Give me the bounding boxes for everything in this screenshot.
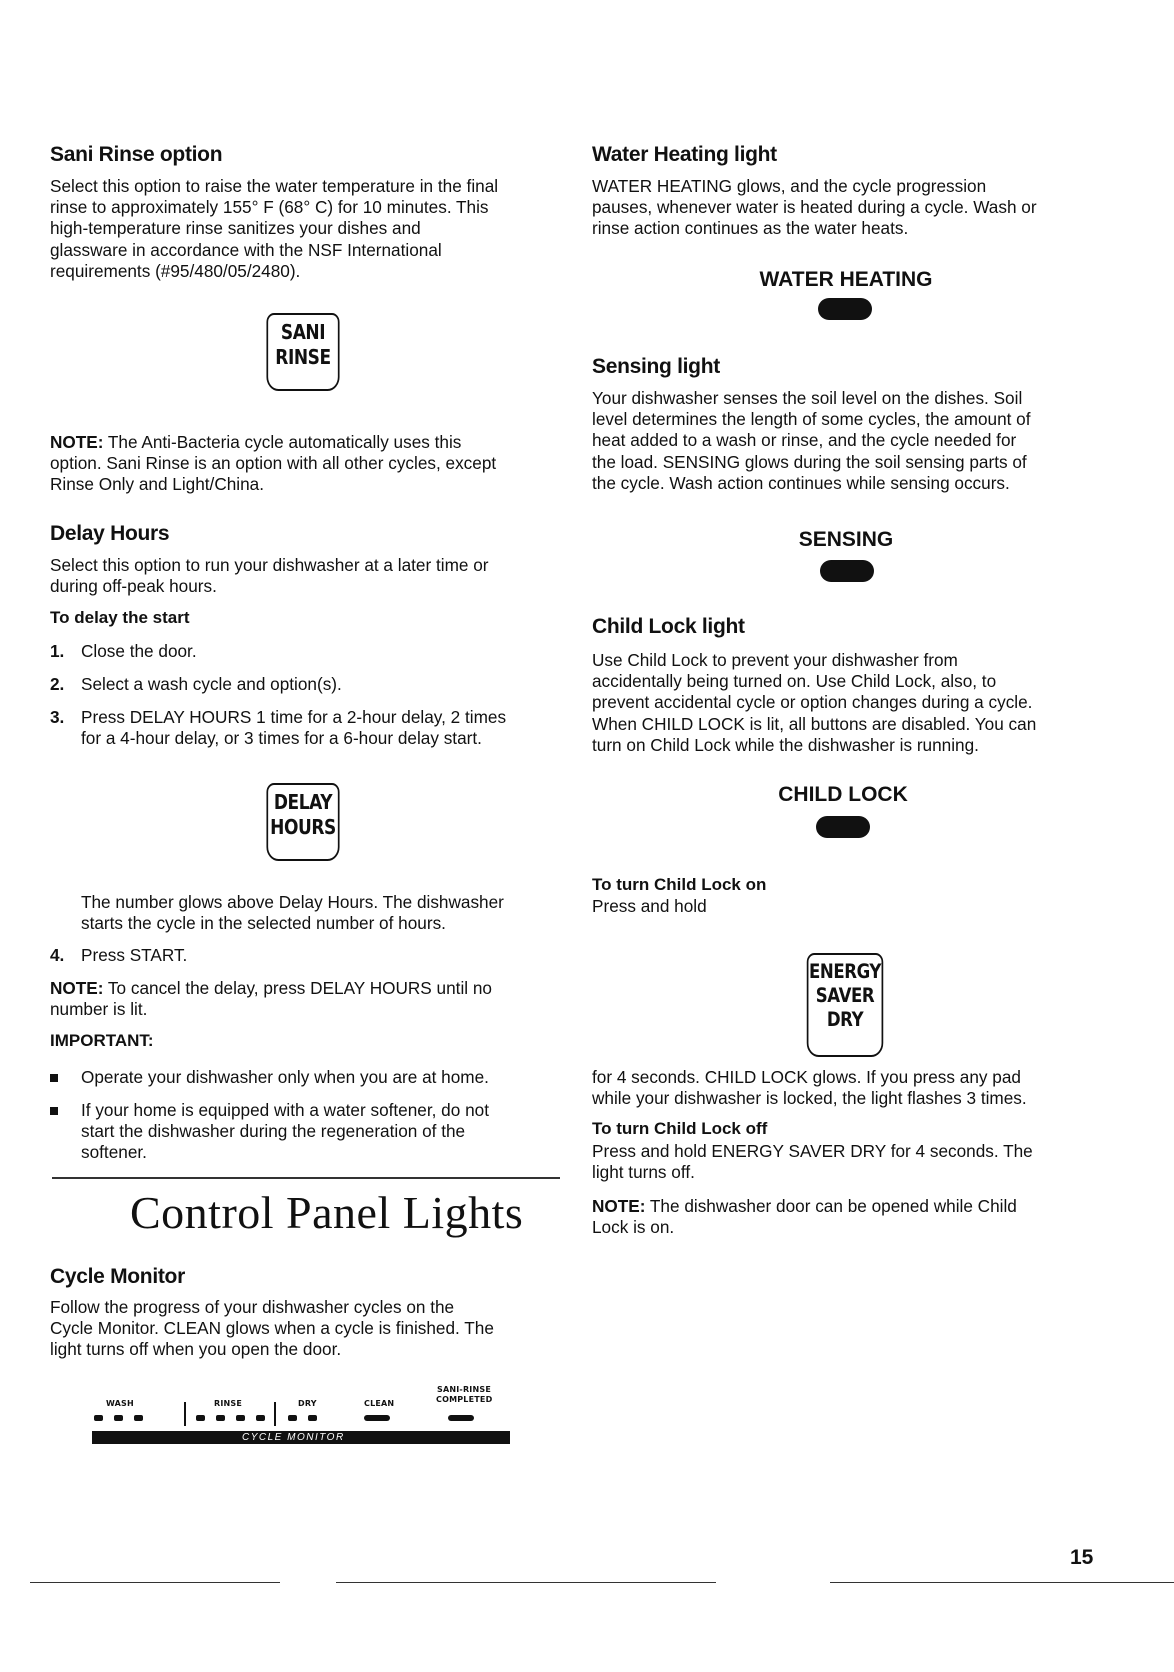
bullet-item xyxy=(50,1067,560,1089)
note-label: NOTE: xyxy=(50,978,104,998)
pad-label: DRY xyxy=(826,1008,864,1031)
text-line: number is lit. xyxy=(50,999,148,1020)
text-line: for 4 seconds. CHILD LOCK glows. If you press any pad xyxy=(592,1067,1021,1087)
text-line: WATER HEATING glows, and the cycle progression xyxy=(592,176,987,196)
completed-label: COMPLETED xyxy=(436,1395,493,1404)
cycle-monitor-bar: CYCLE MONITOR xyxy=(92,1431,510,1444)
dry-light xyxy=(308,1415,317,1421)
wash-label: WASH xyxy=(106,1399,134,1408)
child-lock-body xyxy=(592,650,1112,756)
clean-label: CLEAN xyxy=(364,1399,395,1408)
delay-start-subheading: To delay the start xyxy=(50,608,190,627)
sani-rinse-label: SANI-RINSE xyxy=(437,1385,492,1394)
text-line: Follow the progress of your dishwasher cycles on the xyxy=(50,1297,455,1317)
bullet-item xyxy=(50,1100,560,1166)
text-line: high-temperature rinse sanitizes your dishes and xyxy=(50,218,421,239)
text-line: rinse action continues as the water heats. xyxy=(592,218,909,239)
sani-rinse-completed-light xyxy=(448,1415,474,1421)
pad-label: RINSE xyxy=(275,345,331,369)
step-text: Select a wash cycle and option(s). xyxy=(81,674,342,694)
sani-rinse-pad xyxy=(266,313,339,391)
text-line: during off-peak hours. xyxy=(50,576,217,597)
bullet-text xyxy=(81,1100,561,1163)
bullet-icon xyxy=(50,1107,58,1115)
text-line: light turns off when you open the door. xyxy=(50,1339,342,1360)
child-lock-lamp-icon xyxy=(816,816,870,838)
delay-hours-heading: Delay Hours xyxy=(50,522,170,545)
wash-light xyxy=(114,1415,123,1421)
pad-label: DELAY xyxy=(273,790,333,814)
delay-hours-note xyxy=(50,978,570,1020)
delay-hours-body xyxy=(50,555,570,597)
text-line: Lock is on. xyxy=(592,1217,675,1238)
text-line: for a 4-hour delay, or 3 times for a 6-hour delay start. xyxy=(81,728,482,748)
energy-saver-dry-pad xyxy=(807,953,884,1057)
delay-hours-pad xyxy=(266,783,339,861)
sensing-lamp-icon xyxy=(820,560,874,582)
child-lock-on-text: Press and hold xyxy=(592,896,707,916)
child-lock-after-pad xyxy=(592,1067,1112,1109)
sensing-lamp-label: SENSING xyxy=(798,528,894,551)
step-item xyxy=(50,945,560,967)
rinse-light xyxy=(196,1415,205,1421)
note-label: NOTE: xyxy=(592,1196,646,1216)
text-line: rinse to approximately 155° F (68° C) for 10 minutes. This xyxy=(50,197,489,218)
sani-rinse-note xyxy=(50,432,570,496)
text-line: softener. xyxy=(81,1142,147,1162)
step-text: Close the door. xyxy=(81,641,197,661)
text-line: accidentally being turned on. Use Child Lock, also, to xyxy=(592,671,997,692)
page-number: 15 xyxy=(1070,1546,1094,1569)
sani-rinse-body xyxy=(50,176,570,282)
step-item xyxy=(50,641,560,663)
text-line: The dishwasher door can be opened while Child xyxy=(645,1196,1017,1216)
text-line: Press and hold ENERGY SAVER DRY for 4 seconds. The xyxy=(592,1141,1033,1161)
footer-rule xyxy=(830,1582,1174,1583)
step-number: 2. xyxy=(50,674,65,694)
rinse-label: RINSE xyxy=(214,1399,243,1408)
dry-light xyxy=(288,1415,297,1421)
pad-label: ENERGY xyxy=(809,960,881,983)
section-title: Control Panel Lights xyxy=(130,1187,524,1238)
text-line: heat added to a wash or rinse, and the cycle needed for xyxy=(592,430,1017,451)
text-line: the load. SENSING glows during the soil sensing parts of xyxy=(592,451,1027,472)
water-heating-heading: Water Heating light xyxy=(592,143,777,166)
child-lock-off-body xyxy=(592,1141,1112,1183)
step-item xyxy=(50,674,560,696)
child-lock-note xyxy=(592,1196,1112,1238)
clean-light xyxy=(364,1415,390,1421)
water-heating-body xyxy=(592,176,1112,240)
bullet-icon xyxy=(50,1074,58,1082)
section-divider xyxy=(52,1177,560,1179)
text-line: When CHILD LOCK is lit, all buttons are disabled. You can xyxy=(592,713,1037,734)
text-line: starts the cycle in the selected number of hours. xyxy=(81,913,446,934)
text-line: Rinse Only and Light/China. xyxy=(50,474,265,495)
text-line: To cancel the delay, press DELAY HOURS until no xyxy=(103,978,492,998)
text-line: start the dishwasher during the regeneration of the xyxy=(81,1121,466,1141)
stage-separator xyxy=(184,1402,186,1426)
text-line: Select this option to raise the water temperature in the final xyxy=(50,176,499,196)
child-lock-lamp-label: CHILD LOCK xyxy=(778,783,908,806)
footer-rule xyxy=(30,1582,280,1583)
step-number: 1. xyxy=(50,641,65,661)
text-line: turn on Child Lock while the dishwasher is running. xyxy=(592,734,979,755)
text-line: level determines the length of some cycles, the amount of xyxy=(592,409,1031,430)
footer-rule xyxy=(336,1582,716,1583)
text-line: requirements (#95/480/05/2480). xyxy=(50,260,301,281)
child-lock-on-heading: To turn Child Lock on xyxy=(592,875,767,894)
rinse-light xyxy=(256,1415,265,1421)
cycle-monitor-heading: Cycle Monitor xyxy=(50,1265,185,1288)
pad-label: HOURS xyxy=(270,815,336,839)
cycle-monitor-panel xyxy=(92,1385,510,1445)
delay-hours-after-pad xyxy=(81,892,571,934)
text-line: Cycle Monitor. CLEAN glows when a cycle is finished. The xyxy=(50,1318,494,1339)
text-line: prevent accidental cycle or option changes during a cycle. xyxy=(592,692,1033,713)
wash-light xyxy=(94,1415,103,1421)
text-line: Use Child Lock to prevent your dishwasher from xyxy=(592,650,958,670)
pad-label: SANI xyxy=(280,320,326,344)
step-number: 3. xyxy=(50,707,65,727)
rinse-light xyxy=(216,1415,225,1421)
text-line: Your dishwasher senses the soil level on the dishes. Soil xyxy=(592,388,1023,408)
wash-light xyxy=(134,1415,143,1421)
stage-separator xyxy=(274,1402,276,1426)
step-text: Press START. xyxy=(81,945,188,965)
text-line: The number glows above Delay Hours. The dishwasher xyxy=(81,892,504,912)
step-text xyxy=(81,707,561,749)
text-line: light turns off. xyxy=(592,1162,695,1183)
bullet-text: Operate your dishwasher only when you are at home. xyxy=(81,1067,489,1087)
important-label: IMPORTANT: xyxy=(50,1031,154,1050)
note-label: NOTE: xyxy=(50,432,104,452)
sani-rinse-heading: Sani Rinse option xyxy=(50,143,223,166)
text-line: glassware in accordance with the NSF International xyxy=(50,239,442,260)
text-line: option. Sani Rinse is an option with all other cycles, except xyxy=(50,453,497,474)
text-line: If your home is equipped with a water softener, do not xyxy=(81,1100,489,1120)
text-line: The Anti-Bacteria cycle automatically uses this xyxy=(103,432,462,452)
text-line: the cycle. Wash action continues while sensing occurs. xyxy=(592,472,1010,493)
step-item xyxy=(50,707,560,751)
sensing-body xyxy=(592,388,1112,494)
text-line: Select this option to run your dishwasher at a later time or xyxy=(50,555,489,575)
child-lock-off-heading: To turn Child Lock off xyxy=(592,1119,768,1138)
water-heating-lamp-label: WATER HEATING xyxy=(759,268,933,291)
step-number: 4. xyxy=(50,945,65,965)
pad-label: SAVER xyxy=(815,984,875,1007)
water-heating-lamp-icon xyxy=(818,298,872,320)
text-line: pauses, whenever water is heated during a cycle. Wash or xyxy=(592,197,1037,218)
cycle-monitor-body xyxy=(50,1297,570,1361)
child-lock-heading: Child Lock light xyxy=(592,615,745,638)
dry-label: DRY xyxy=(298,1399,317,1408)
text-line: Press DELAY HOURS 1 time for a 2-hour delay, 2 times xyxy=(81,707,507,727)
rinse-light xyxy=(236,1415,245,1421)
text-line: while your dishwasher is locked, the light flashes 3 times. xyxy=(592,1088,1027,1109)
sensing-heading: Sensing light xyxy=(592,355,720,378)
